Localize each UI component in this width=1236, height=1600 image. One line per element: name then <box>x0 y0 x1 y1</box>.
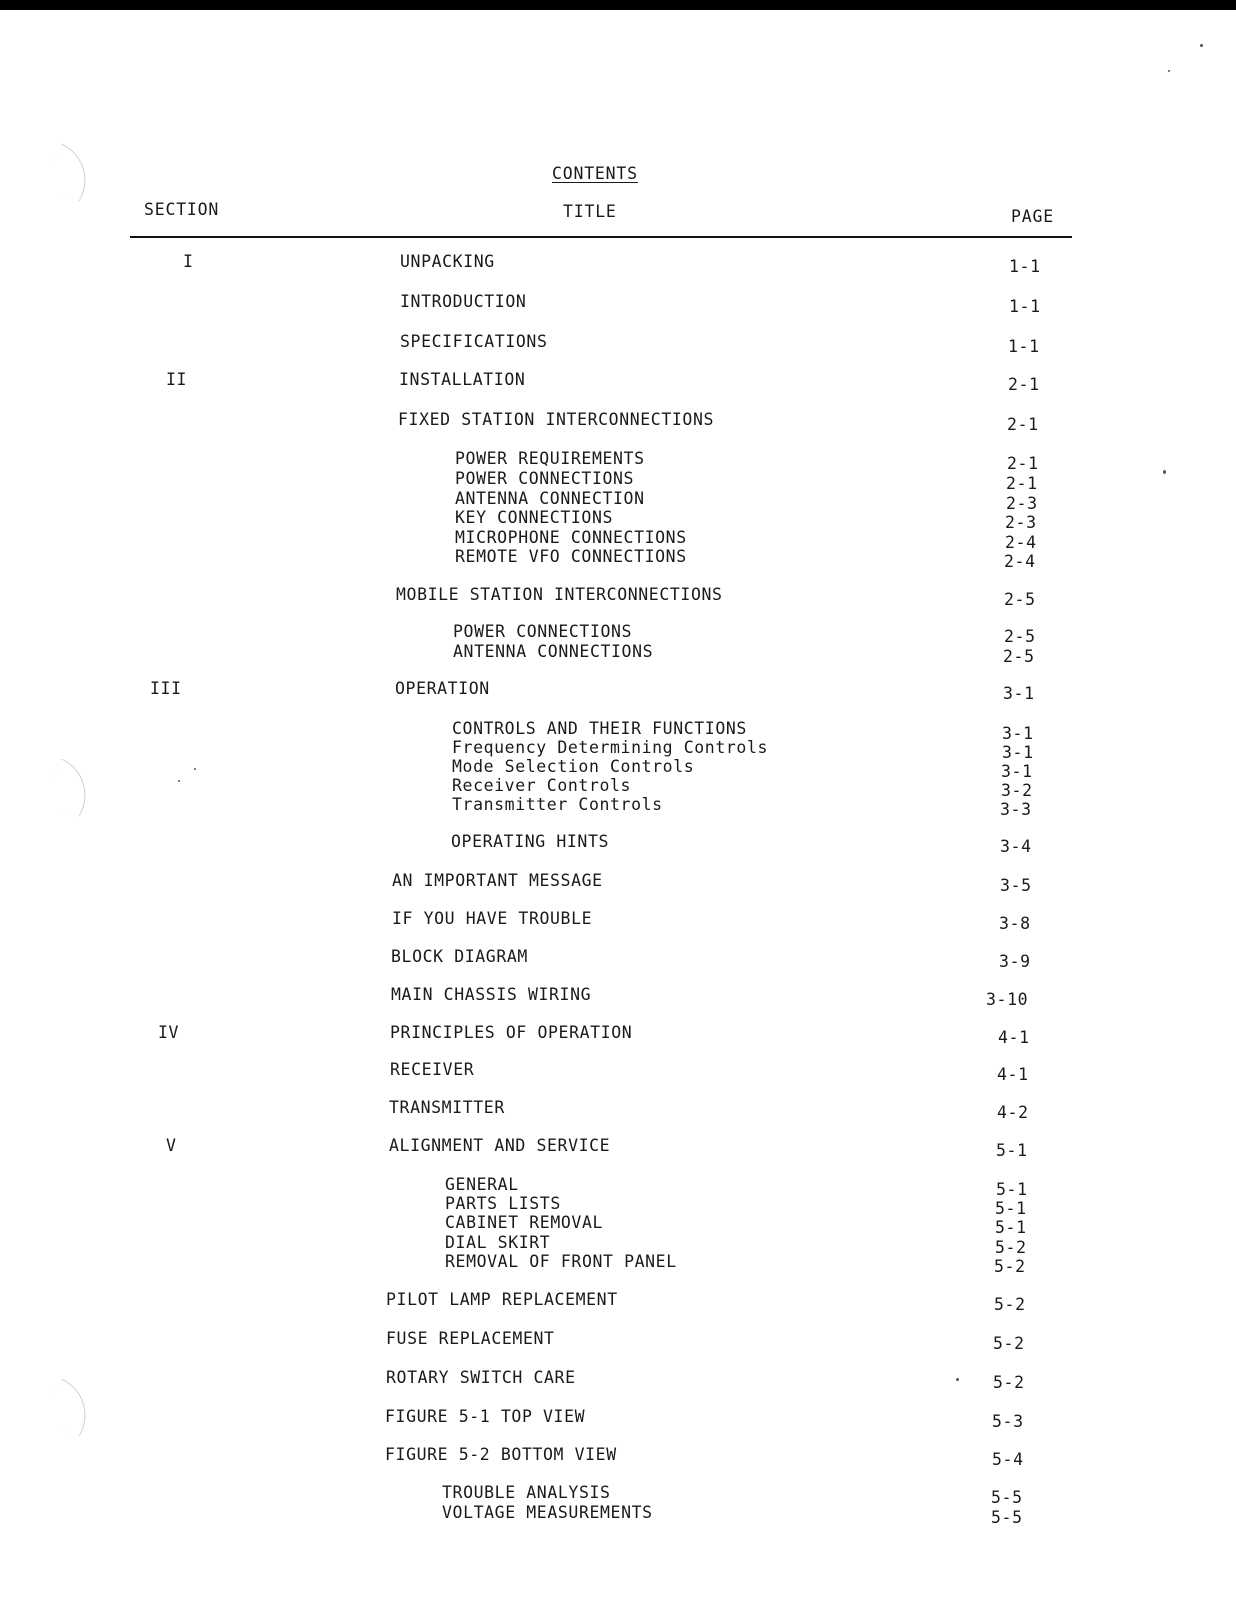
toc-entry-page: 2-1 <box>1008 375 1040 394</box>
header-divider <box>130 236 1072 238</box>
toc-entry-title: POWER CONNECTIONS <box>455 469 635 488</box>
toc-entry-page: 2-5 <box>1004 627 1036 646</box>
toc-entry-page: 5-2 <box>995 1238 1027 1257</box>
toc-entry-page: 5-1 <box>996 1141 1028 1160</box>
toc-entry-page: 5-1 <box>995 1199 1027 1218</box>
toc-entry-page: 2-4 <box>1004 552 1036 571</box>
scan-speck <box>956 1378 959 1381</box>
toc-entry-title: INTRODUCTION <box>400 292 527 311</box>
toc-entry-page: 3-1 <box>1002 724 1034 743</box>
toc-entry-title: Mode Selection Controls <box>452 757 695 776</box>
toc-entry-title: Frequency Determining Controls <box>452 738 769 757</box>
toc-entry-title: FIGURE 5-1 TOP VIEW <box>385 1407 586 1426</box>
toc-entry-page: 2-4 <box>1005 533 1037 552</box>
scan-speck <box>1200 44 1203 47</box>
toc-entry-page: 4-2 <box>997 1103 1029 1122</box>
toc-section-number: II <box>166 370 188 389</box>
toc-entry-page: 5-1 <box>995 1218 1027 1237</box>
toc-entry-title: MAIN CHASSIS WIRING <box>391 985 592 1004</box>
toc-entry-page: 3-9 <box>999 952 1031 971</box>
toc-entry-title: KEY CONNECTIONS <box>455 508 614 527</box>
toc-entry-page: 2-3 <box>1005 513 1037 532</box>
toc-entry-page: 4-1 <box>997 1065 1029 1084</box>
toc-entry-page: 5-1 <box>996 1180 1028 1199</box>
toc-entry-page: 3-5 <box>1000 876 1032 895</box>
toc-entry-page: 3-1 <box>1002 743 1034 762</box>
toc-entry-page: 3-1 <box>1003 684 1035 703</box>
toc-entry-title: FUSE REPLACEMENT <box>386 1329 555 1348</box>
toc-entry-page: 1-1 <box>1009 297 1041 316</box>
toc-entry-page: 1-1 <box>1008 337 1040 356</box>
toc-entry-title: ANTENNA CONNECTIONS <box>453 642 654 661</box>
toc-entry-page: 3-2 <box>1001 781 1033 800</box>
scan-speck <box>178 780 180 782</box>
toc-entry-page: 2-5 <box>1004 590 1036 609</box>
column-header-section: SECTION <box>144 200 220 219</box>
toc-entry-title: ALIGNMENT AND SERVICE <box>389 1136 611 1155</box>
scan-speck <box>194 768 196 770</box>
toc-entry-title: INSTALLATION <box>399 370 526 389</box>
toc-entry-page: 1-1 <box>1009 257 1041 276</box>
scan-speck <box>1168 70 1170 72</box>
punch-hole-mark <box>42 143 98 201</box>
toc-entry-title: Transmitter Controls <box>452 795 663 814</box>
toc-entry-title: MOBILE STATION INTERCONNECTIONS <box>396 585 723 604</box>
page-title: CONTENTS <box>552 164 638 183</box>
toc-entry-title: PARTS LISTS <box>445 1194 561 1213</box>
toc-entry-title: Receiver Controls <box>452 776 632 795</box>
toc-entry-title: POWER CONNECTIONS <box>453 622 633 641</box>
toc-entry-page: 2-1 <box>1006 474 1038 493</box>
toc-entry-page: 5-2 <box>993 1334 1025 1353</box>
toc-entry-page: 5-5 <box>991 1488 1023 1507</box>
toc-entry-page: 4-1 <box>998 1028 1030 1047</box>
toc-section-number: V <box>166 1136 177 1155</box>
toc-entry-page: 3-3 <box>1000 800 1032 819</box>
toc-entry-title: UNPACKING <box>400 252 495 271</box>
toc-entry-title: PRINCIPLES OF OPERATION <box>390 1023 633 1042</box>
toc-entry-title: FIGURE 5-2 BOTTOM VIEW <box>385 1445 617 1464</box>
punch-hole-mark <box>42 758 98 816</box>
toc-entry-title: REMOTE VFO CONNECTIONS <box>455 547 687 566</box>
toc-entry-title: RECEIVER <box>390 1060 475 1079</box>
scan-speck <box>1163 470 1166 474</box>
toc-section-number: IV <box>158 1023 180 1042</box>
toc-entry-title: BLOCK DIAGRAM <box>391 947 528 966</box>
toc-entry-page: 2-3 <box>1006 494 1038 513</box>
toc-section-number: III <box>150 679 182 698</box>
toc-entry-title: OPERATION <box>395 679 490 698</box>
toc-entry-title: GENERAL <box>445 1175 519 1194</box>
toc-entry-page: 3-1 <box>1001 762 1033 781</box>
toc-entry-page: 5-3 <box>992 1412 1024 1431</box>
toc-entry-title: ANTENNA CONNECTION <box>455 489 645 508</box>
toc-entry-title: VOLTAGE MEASUREMENTS <box>442 1503 653 1522</box>
toc-entry-title: DIAL SKIRT <box>445 1233 551 1252</box>
toc-entry-title: TROUBLE ANALYSIS <box>442 1483 611 1502</box>
toc-entry-title: CONTROLS AND THEIR FUNCTIONS <box>452 719 747 738</box>
toc-entry-page: 5-5 <box>991 1508 1023 1527</box>
toc-entry-title: AN IMPORTANT MESSAGE <box>392 871 603 890</box>
toc-entry-title: IF YOU HAVE TROUBLE <box>392 909 593 928</box>
toc-entry-page: 5-2 <box>994 1257 1026 1276</box>
toc-entry-page: 3-10 <box>986 990 1029 1009</box>
toc-entry-page: 3-4 <box>1000 837 1032 856</box>
toc-entry-title: ROTARY SWITCH CARE <box>386 1368 576 1387</box>
toc-entry-page: 2-5 <box>1003 647 1035 666</box>
toc-entry-title: POWER REQUIREMENTS <box>455 449 645 468</box>
toc-entry-title: REMOVAL OF FRONT PANEL <box>445 1252 677 1271</box>
column-header-page: PAGE <box>1011 207 1054 226</box>
toc-entry-title: FIXED STATION INTERCONNECTIONS <box>398 410 715 429</box>
column-header-title: TITLE <box>563 202 617 221</box>
toc-entry-title: MICROPHONE CONNECTIONS <box>455 528 687 547</box>
toc-entry-title: SPECIFICATIONS <box>400 332 548 351</box>
toc-section-number: I <box>183 252 194 271</box>
toc-entry-title: OPERATING HINTS <box>451 832 610 851</box>
toc-entry-title: PILOT LAMP REPLACEMENT <box>386 1290 618 1309</box>
toc-entry-page: 2-1 <box>1007 415 1039 434</box>
punch-hole-mark <box>42 1378 98 1436</box>
toc-entry-title: TRANSMITTER <box>389 1098 505 1117</box>
toc-entry-page: 5-4 <box>992 1450 1024 1469</box>
toc-entry-title: CABINET REMOVAL <box>445 1213 604 1232</box>
toc-entry-page: 5-2 <box>994 1295 1026 1314</box>
toc-entry-page: 2-1 <box>1007 454 1039 473</box>
toc-entry-page: 5-2 <box>993 1373 1025 1392</box>
toc-entry-page: 3-8 <box>999 914 1031 933</box>
